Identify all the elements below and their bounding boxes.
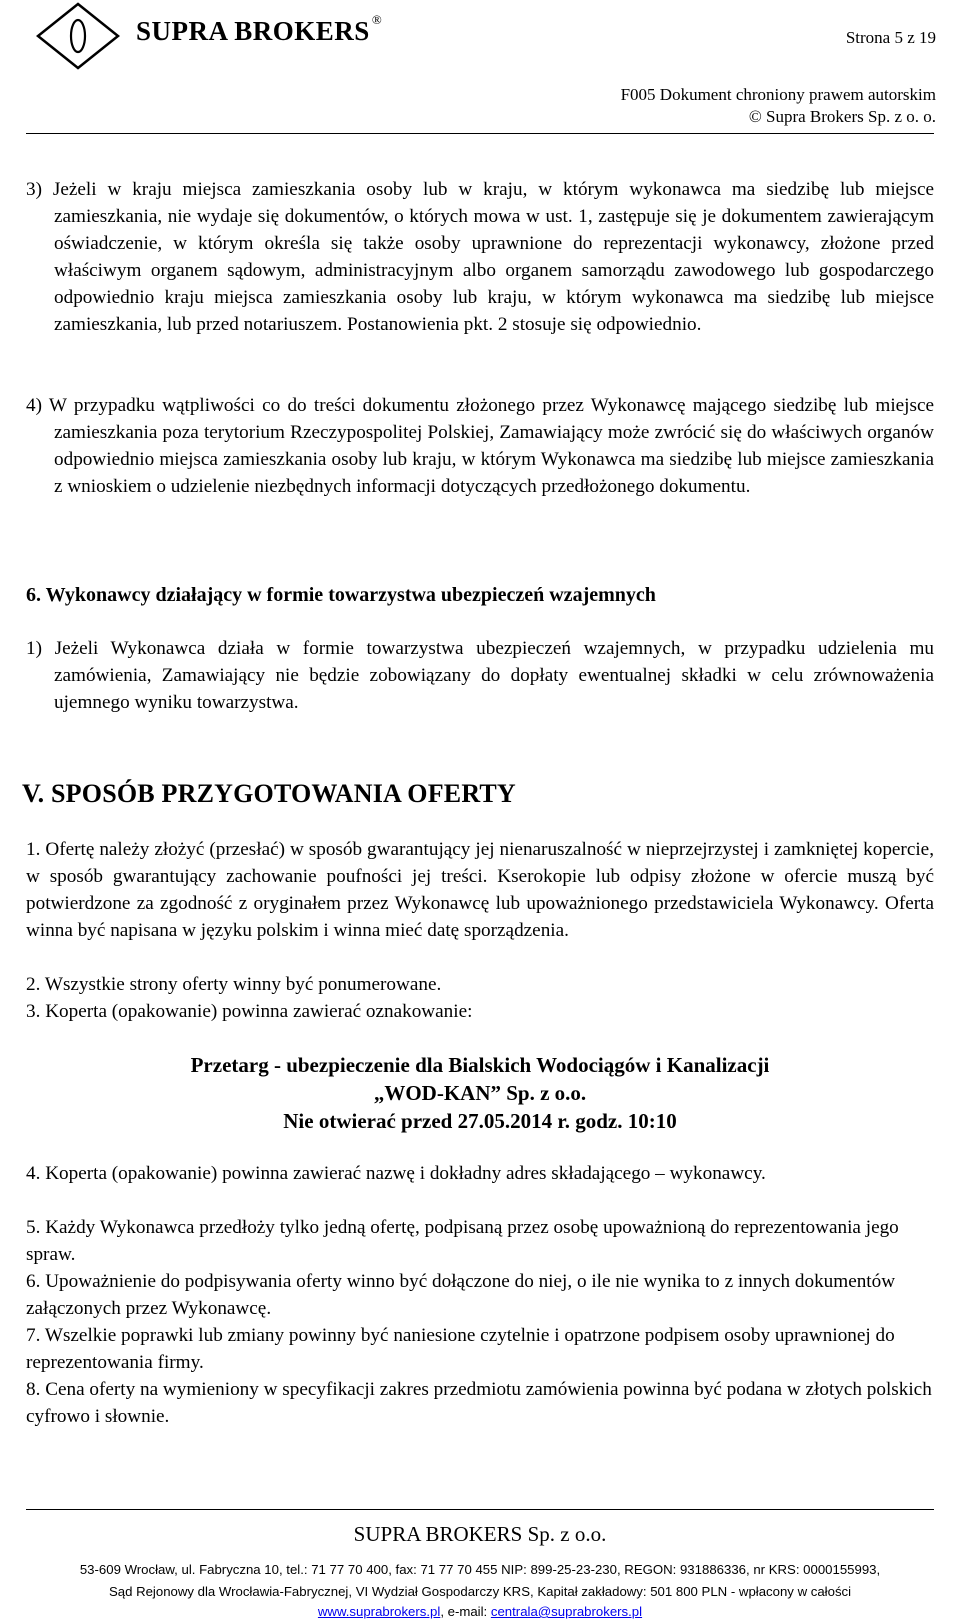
copyright-line-1: F005 Dokument chroniony prawem autorskim [620,85,936,104]
paragraph-item-3: 3) Jeżeli w kraju miejsca zamieszkania osoby lub w kraju, w którym wykonawca ma siedzibę lub miejsce zamieszkania, nie wydaje się dokumentów, o których mowa w ust. 1, zastępuje się je dokumentem zawierającym oświadczenie, w którym określa się także osoby uprawnione do reprezentacji wykonawcy, złożone przed właściwym organem sądowym, administracyjnym albo organem samorządu zawodowego lub gospodarczego odpowiednio kraju miejsca zamieszkania osoby lub kraju, w którym wykonawca ma siedzibę lub miejsce zamieszkania, lub przed notariuszem. Postanowienia pkt. 2 stosuje się odpowiednio. [26,179,934,335]
copyright-notice [621,84,936,128]
footer-registration: Sąd Rejonowy dla Wrocławia-Fabrycznej, VI Wydział Gospodarczy KRS, Kapitał zakładowy: 501 800 PLN - wpłacony w całości [108,1584,852,1599]
email-link[interactable]: centrala@suprabrokers.pl [490,1604,643,1619]
copyright-line-2: © Supra Brokers Sp. z o. o. [748,107,936,126]
footer-divider [26,1509,934,1510]
paragraph-point-1: 1. Ofertę należy złożyć (przesłać) w sposób gwarantujący jej nienaruszalność w nieprzejrzystej i zamkniętej kopercie, w sposób gwarantujący zachowanie poufności jej treści. Kserokopie lub odpisy złożone w ofercie muszą być potwierdzone za zgodność z oryginałem przez Wykonawcę lub upoważnionego przedstawiciela Wykonawcy. Oferta winna być napisana w języku polskim i winna mieć datę sporządzenia. [26,839,934,941]
paragraph-point-4: 4. Koperta (opakowanie) powinna zawierać nazwę i dokładny adres składającego – wykonawcy. [26,1163,766,1184]
envelope-label-line-3: Nie otwierać przed 27.05.2014 r. godz. 10:10 [283,1109,677,1133]
envelope-label-line-1: Przetarg - ubezpieczenie dla Bialskich Wodociągów i Kanalizacji [190,1053,770,1077]
website-link[interactable]: www.suprabrokers.pl [317,1604,441,1619]
envelope-label-line-2: „WOD-KAN” Sp. z o.o. [373,1081,587,1105]
paragraph-point-6: 6. Upoważnienie do podpisywania oferty winno być dołączone do niej, o ile nie wynika to z innych dokumentów załączonych przez Wykonawcę. [26,1271,896,1319]
email-label: , e-mail: [440,1604,491,1619]
paragraph-point-3: 3. Koperta (opakowanie) powinna zawierać oznakowanie: [26,1001,473,1022]
footer-company-name: SUPRA BROKERS Sp. z o.o. [353,1522,607,1546]
section-6-item-1: 1) Jeżeli Wykonawca działa w formie towarzystwa ubezpieczeń wzajemnych, w przypadku udzielenia mu zamówienia, Zamawiający nie będzie zobowiązany do dopłaty ewentualnej składki w celu zrównoważenia ujemnego wyniku towarzystwa. [26,638,934,713]
paragraph-point-8: 8. Cena oferty na wymieniony w specyfikacji zakres przedmiotu zamówienia powinna być podana w złotych polskich cyfrowo i słownie. [26,1379,932,1427]
paragraph-point-2: 2. Wszystkie strony oferty winny być ponumerowane. [26,974,442,995]
footer-address: 53-609 Wrocław, ul. Fabryczna 10, tel.: 71 77 70 400, fax: 71 77 70 455 NIP: 899-25-23-230, REGON: 931886336, nr KRS: 0000155993, [79,1562,881,1577]
footer-contact [0,1604,960,1619]
header-divider [26,133,934,134]
page-number: Strona 5 z 19 [845,28,936,47]
chapter-heading: V. SPOSÓB PRZYGOTOWANIA OFERTY [22,779,516,808]
paragraph-item-4: 4) W przypadku wątpliwości co do treści dokumentu złożonego przez Wykonawcę mającego siedzibę lub miejsce zamieszkania poza terytorium Rzeczypospolitej Polskiej, Zamawiający może zwrócić się do właściwych organów odpowiednio miejsca zamieszkania osoby lub kraju, w którym Wykonawca ma siedzibę lub miejsce zamieszkania z wnioskiem o udzielenie niezbędnych informacji dotyczących przedłożonego dokumentu. [26,395,934,497]
section-heading-6: 6. Wykonawcy działający w formie towarzystwa ubezpieczeń wzajemnych [26,584,656,606]
paragraph-point-5: 5. Każdy Wykonawca przedłoży tylko jedną ofertę, podpisaną przez osobę upoważnioną do reprezentowania jego spraw. [26,1217,899,1265]
company-logo-icon [36,2,120,70]
company-logo-text: SUPRA BROKERS ® [136,12,383,46]
paragraph-point-7: 7. Wszelkie poprawki lub zmiany powinny być naniesione czytelnie i opatrzone podpisem osoby uprawnionej do reprezentowania firmy. [26,1325,895,1373]
